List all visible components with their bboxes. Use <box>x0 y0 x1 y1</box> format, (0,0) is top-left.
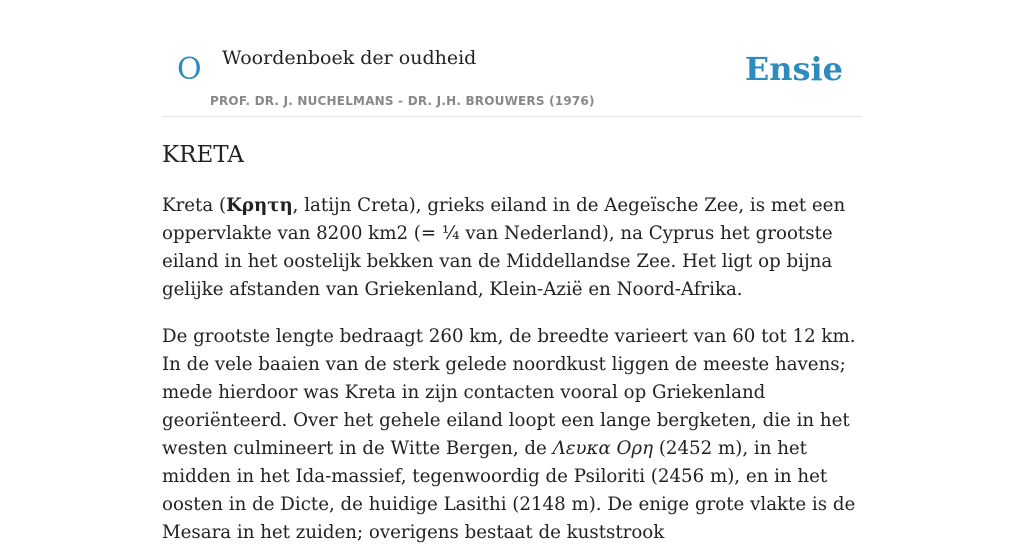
page-header <box>162 0 862 117</box>
p1-text-rest: , latijn Creta), grieks eiland in de Aegeïsche Zee, is met een oppervlakte van 8200 km2 (= ¼ van Nederland), na Cyprus het grootste eiland in het oostelijk bekken van de Middellandse Zee. Het ligt op bijna gelijke afstanden van Griekenland, Klein-Azië en Noord-Afrika. <box>162 195 846 300</box>
book-authors: PROF. DR. J. NUCHELMANS - DR. J.H. BROUWERS (1976) <box>210 94 595 108</box>
greek-name: Κρητη <box>226 195 293 216</box>
entry-title: KRETA <box>162 142 244 168</box>
index-letter[interactable]: O <box>177 52 202 87</box>
ensie-logo-link[interactable]: Ensie <box>744 50 843 88</box>
p1-text-start: Kreta ( <box>162 195 227 216</box>
entry-paragraph-2 <box>162 323 862 547</box>
p2-text-start: De grootste lengte bedraagt 260 km, de breedte varieert van 60 tot 12 km. In de vele baaien van de sterk gelede noordkust liggen de meeste havens; mede hierdoor was Kreta in zijn contacten vooral op Griekenland georiënteerd. Over het gehele eiland loopt een lange bergketen, die in het westen culmineert in de Witte Bergen, de <box>162 326 856 459</box>
p2-text-rest: (2452 m), in het midden in het Ida-massief, tegenwoordig de Psiloriti (2456 m), en in het oosten in de Dicte, de huidige Lasithi (2148 m). De enige grote vlakte is de Mesara in het zuiden; overigens bestaat de kuststrook <box>162 438 856 543</box>
greek-mountain-name: Λευκα Ορη <box>552 438 654 459</box>
article <box>162 138 862 547</box>
book-title[interactable]: Woordenboek der oudheid <box>222 47 477 69</box>
entry-paragraph-1 <box>162 192 862 304</box>
